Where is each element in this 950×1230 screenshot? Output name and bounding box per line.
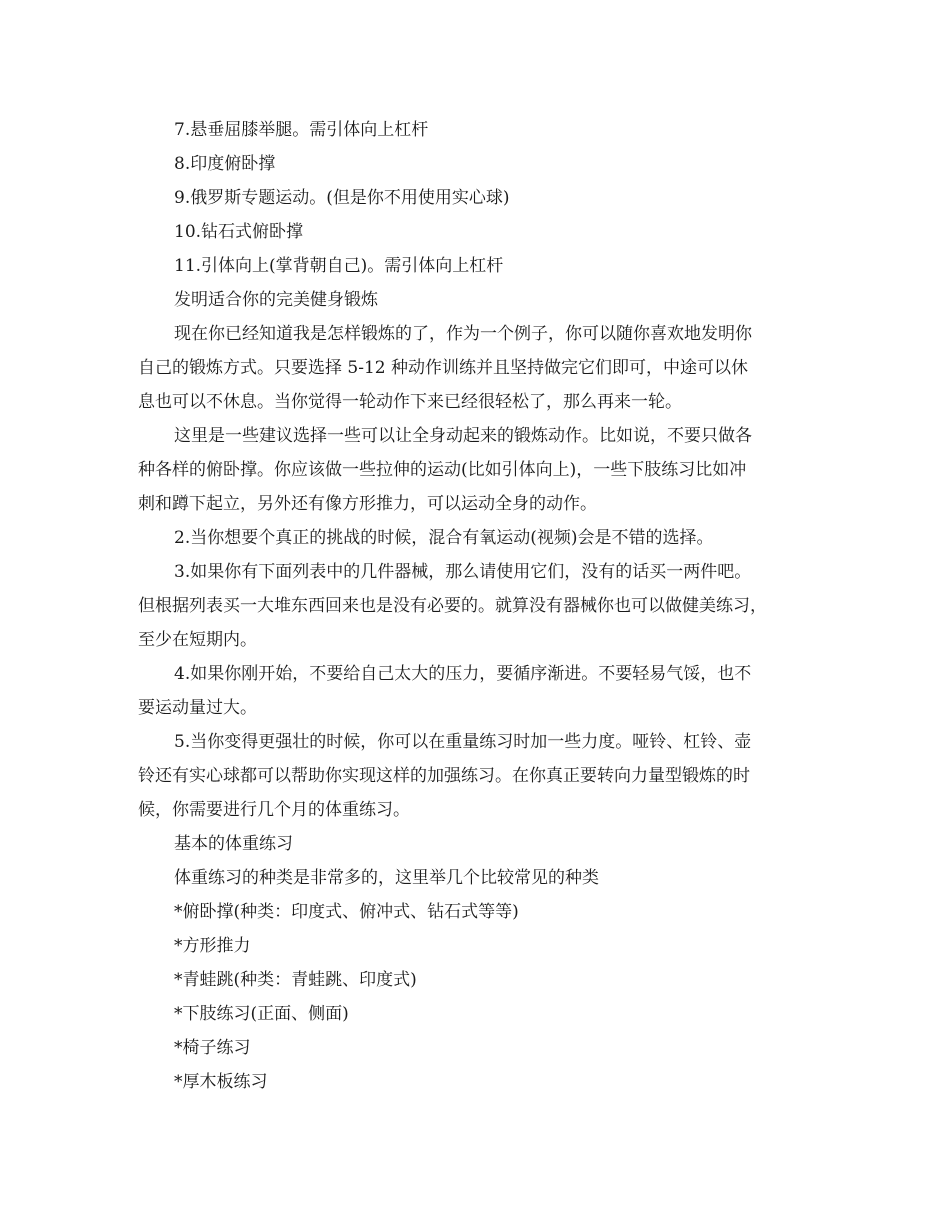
paragraph-line: 2.当你想要个真正的挑战的时候，混合有氧运动(视频)会是不错的选择。 [174, 528, 714, 548]
paragraph-line: 刺和蹲下起立，另外还有像方形推力，可以运动全身的动作。 [138, 494, 597, 514]
paragraph-line: 4.如果你刚开始，不要给自己太大的压力，要循序渐进。不要轻易气馁，也不 [174, 664, 752, 684]
document-body [138, 113, 816, 1099]
paragraph-line: 至少在短期内。 [138, 630, 257, 650]
list-item: 9.俄罗斯专题运动。(但是你不用使用实心球) [174, 188, 510, 208]
paragraph-line: 体重练习的种类是非常多的，这里举几个比较常见的种类 [174, 868, 599, 888]
list-item: 8.印度俯卧撑 [174, 154, 276, 174]
list-item: *青蛙跳(种类：青蛙跳、印度式) [174, 970, 417, 990]
paragraph-line: 自己的锻炼方式。只要选择 5-12 种动作训练并且坚持做完它们即可，中途可以休 [138, 358, 748, 378]
paragraph-line: 息也可以不休息。当你觉得一轮动作下来已经很轻松了，那么再来一轮。 [138, 392, 682, 412]
paragraph-line: 5.当你变得更强壮的时候，你可以在重量练习时加一些力度。哑铃、杠铃、壶 [174, 732, 752, 752]
list-item: 7.悬垂屈膝举腿。需引体向上杠杆 [174, 120, 429, 140]
section-heading: 发明适合你的完美健身锻炼 [174, 290, 378, 310]
section-heading: 基本的体重练习 [174, 834, 293, 854]
paragraph-line: 铃还有实心球都可以帮助你实现这样的加强练习。在你真正要转向力量型锻炼的时 [138, 766, 750, 786]
paragraph-line: 种各样的俯卧撑。你应该做一些拉伸的运动(比如引体向上)，一些下肢练习比如冲 [138, 460, 747, 480]
list-item: *方形推力 [174, 936, 251, 956]
paragraph-line: 候，你需要进行几个月的体重练习。 [138, 800, 410, 820]
list-item: 10.钻石式俯卧撑 [174, 222, 304, 242]
list-item: *椅子练习 [174, 1038, 251, 1058]
list-item: *厚木板练习 [174, 1072, 268, 1092]
paragraph-line: 要运动量过大。 [138, 698, 257, 718]
paragraph-line: 这里是一些建议选择一些可以让全身动起来的锻炼动作。比如说，不要只做各 [174, 426, 752, 446]
list-item: *下肢练习(正面、侧面) [174, 1004, 349, 1024]
paragraph-line: 但根据列表买一大堆东西回来也是没有必要的。就算没有器械你也可以做健美练习， [138, 596, 767, 616]
paragraph-line: 现在你已经知道我是怎样锻炼的了，作为一个例子，你可以随你喜欢地发明你 [174, 324, 752, 344]
list-item: 11.引体向上(掌背朝自己)。需引体向上杠杆 [174, 256, 504, 276]
paragraph-line: 3.如果你有下面列表中的几件器械，那么请使用它们，没有的话买一两件吧。 [174, 562, 752, 582]
list-item: *俯卧撑(种类：印度式、俯冲式、钻石式等等) [174, 902, 519, 922]
